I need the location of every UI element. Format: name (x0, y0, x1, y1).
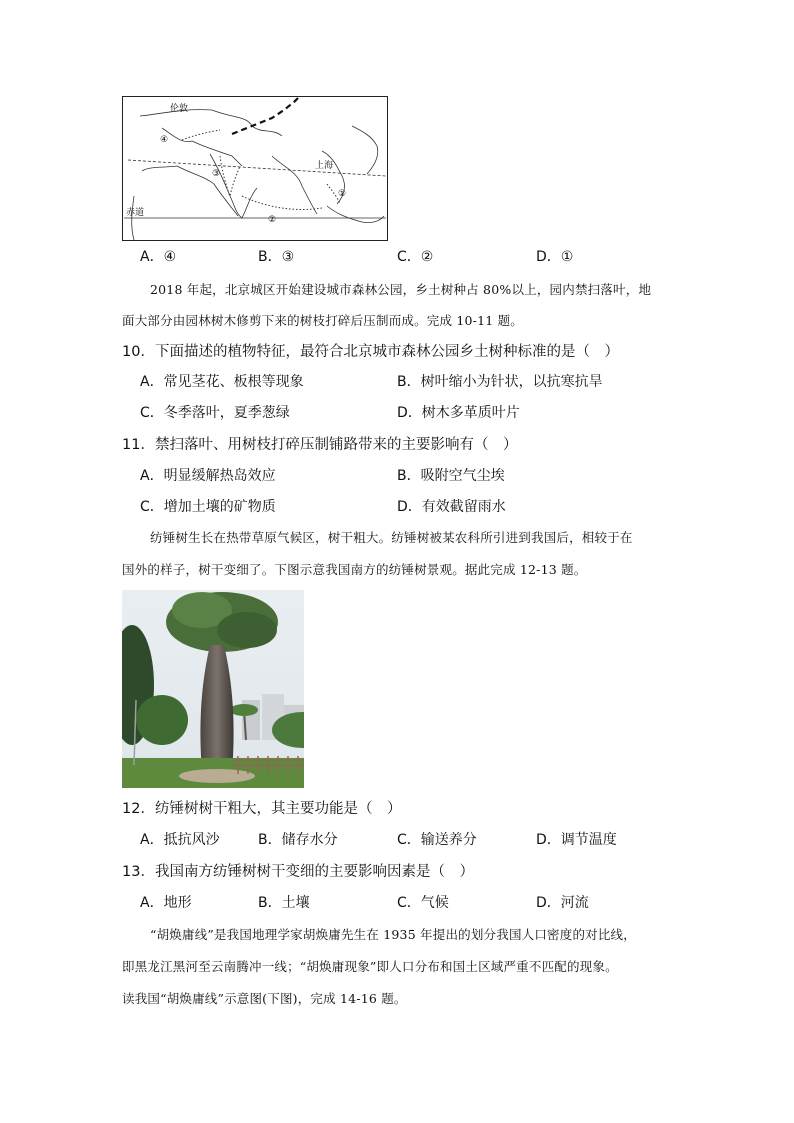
label-shanghai: 上海 (315, 161, 334, 171)
q12-option-b[interactable]: B．储存水分 (258, 832, 338, 848)
label-equator: 赤道 (126, 208, 145, 218)
q10-option-a[interactable]: A．常见茎花、板根等现象 (140, 374, 304, 390)
tree-canopy-shadow (217, 612, 277, 648)
q9-option-a[interactable]: A．④ (140, 249, 177, 265)
passage1-line1: 2018 年起，北京城区开始建设城市森林公园，乡土树种占 80%以上，园内禁扫落叶，地 (150, 282, 652, 297)
q13-option-b[interactable]: B．土壤 (258, 895, 310, 911)
q9-option-b[interactable]: B．③ (258, 249, 295, 265)
q10-option-c[interactable]: C．冬季落叶，夏季葱绿 (140, 405, 290, 421)
route-map (122, 96, 388, 241)
q12-option-d[interactable]: D．调节温度 (536, 832, 617, 848)
q13-stem: 13．我国南方纺锤树树干变细的主要影响因素是（ ） (122, 864, 474, 880)
route-map-svg (122, 96, 388, 241)
q11-option-c[interactable]: C．增加土壤的矿物质 (140, 499, 276, 515)
passage3-line2: 即黑龙江黑河至云南腾冲一线；“胡焕庸现象”即人口分布和国土区域严重不匹配的现象。 (122, 959, 618, 974)
q11-option-d[interactable]: D．有效截留雨水 (397, 499, 506, 515)
passage2-line2: 国外的样子，树干变细了。下图示意我国南方的纺锤树景观。据此完成 12-13 题。 (122, 562, 587, 577)
q12-stem: 12．纺锤树树干粗大，其主要功能是（ ） (122, 801, 402, 817)
tree-base-ring (179, 769, 255, 783)
q10-option-b[interactable]: B．树叶缩小为针状，以抗寒抗旱 (397, 374, 603, 390)
passage3-line1: “胡焕庸线”是我国地理学家胡焕庸先生在 1935 年提出的划分我国人口密度的对比线， (150, 927, 636, 942)
route-marker-4: ④ (160, 135, 169, 145)
bottle-tree-photo (122, 590, 304, 788)
passage1-line2: 面大部分由园林树木修剪下来的树枝打碎后压制而成。完成 10-11 题。 (122, 313, 523, 328)
bush-left (136, 695, 188, 745)
map-frame (123, 97, 388, 241)
q11-stem: 11．禁扫落叶、用树枝打碎压制铺路带来的主要影响有（ ） (122, 437, 518, 453)
passage3-line3: 读我国“胡焕庸线”示意图(下图)，完成 14-16 题。 (122, 991, 407, 1006)
q9-option-c[interactable]: C．② (397, 249, 434, 265)
bottle-tree-photo-svg (122, 590, 304, 788)
label-london: 伦敦 (170, 104, 189, 114)
q12-option-c[interactable]: C．输送养分 (397, 832, 477, 848)
route-marker-1: ① (338, 189, 347, 199)
route-marker-3: ③ (212, 169, 221, 179)
q13-option-c[interactable]: C．气候 (397, 895, 449, 911)
q13-option-a[interactable]: A．地形 (140, 895, 192, 911)
route-marker-2: ② (268, 215, 277, 225)
q11-option-a[interactable]: A．明显缓解热岛效应 (140, 468, 276, 484)
palm-crown (230, 704, 258, 716)
q12-option-a[interactable]: A．抵抗风沙 (140, 832, 220, 848)
q9-option-d[interactable]: D．① (536, 249, 574, 265)
q10-option-d[interactable]: D．树木多革质叶片 (397, 405, 520, 421)
q10-stem: 10．下面描述的植物特征，最符合北京城市森林公园乡土树种标准的是（ ） (122, 344, 619, 360)
passage2-line1: 纺锤树生长在热带草原气候区，树干粗大。纺锤树被某农科所引进到我国后，相较于在 (150, 530, 633, 545)
q11-option-b[interactable]: B．吸附空气尘埃 (397, 468, 505, 484)
q13-option-d[interactable]: D．河流 (536, 895, 589, 911)
